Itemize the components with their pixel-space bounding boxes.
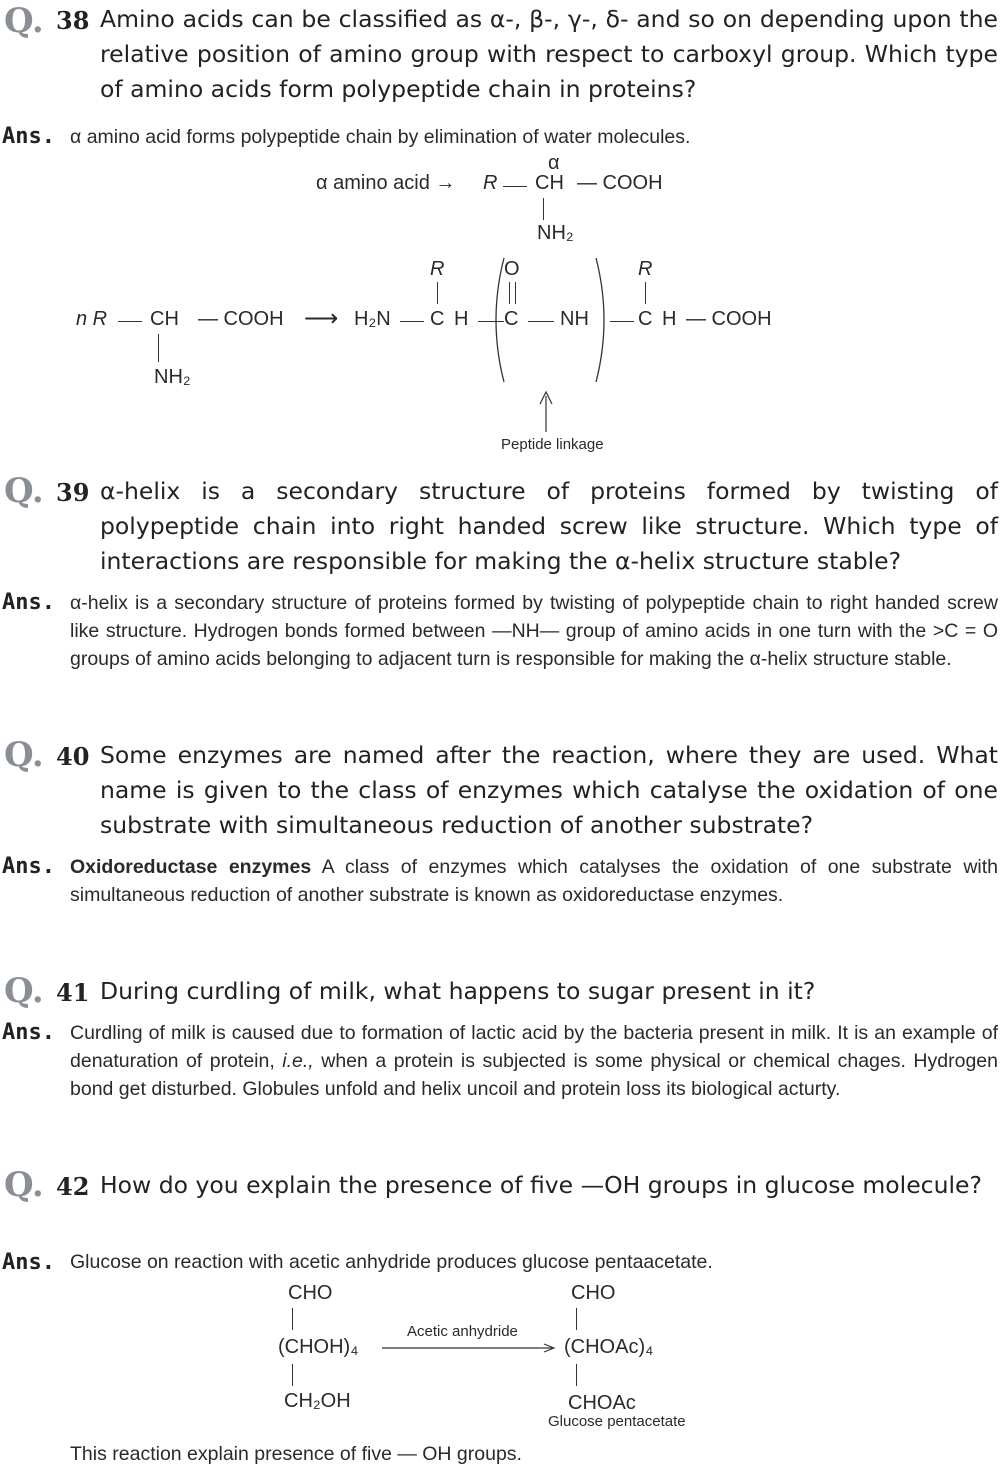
bond — [576, 1364, 577, 1386]
answer-body: A class of enzymes which catalyses the oxidation of one substrate with simultaneous reduction of another substrate is known as oxidoreductase enzymes. — [70, 856, 999, 906]
question-mark: Q. — [4, 1, 44, 41]
question-number: 38 — [56, 6, 90, 35]
peptide-linkage-label: Peptide linkage — [501, 436, 604, 453]
question-mark: Q. — [4, 971, 44, 1011]
question-number: 40 — [56, 742, 90, 771]
h-atom: H — [662, 308, 677, 330]
answer-label: Ans. — [2, 590, 55, 615]
question-text: Some enzymes are named after the reaction, where they are used. What name is given to the class of enzymes which catalyse the oxidation of one substrate with simultaneous reduction of another substrate? — [100, 741, 998, 839]
bond — [576, 1308, 577, 1330]
answer-label: Ans. — [2, 1020, 55, 1045]
cooh-group: — COOH — [686, 308, 772, 330]
nh2-group: NH₂ — [537, 222, 574, 244]
ch-group: CH — [535, 172, 564, 194]
question-text: α-helix is a secondary structure of proteins formed by twisting of polypeptide chain into right handed screw like structure. Which type of interactions are responsible for making the α-helix structure stable? — [100, 477, 998, 575]
answer-bold-term: Oxidoreductase enzymes — [70, 856, 312, 878]
cooh-group: — COOH — [198, 308, 284, 330]
answer-text: α-helix is a secondary structure of proteins formed by twisting of polypeptide chain to right handed screw like structure. Hydrogen bonds formed between —NH— group of amino acids in one turn with the >C = O groups of amino acids belonging to adjacent turn is responsible for making the α-helix structure stable. — [70, 592, 998, 670]
question-mark: Q. — [4, 1165, 44, 1205]
question-number: 41 — [56, 978, 90, 1007]
ch-group: CH — [150, 308, 179, 330]
conclusion-text: This reaction explain presence of five — OH groups. — [70, 1443, 522, 1465]
answer-text: α amino acid forms polypeptide chain by elimination of water molecules. — [70, 126, 691, 148]
chohn-right: (CHOAc)₄ — [564, 1336, 654, 1358]
answer-label: Ans. — [2, 854, 55, 879]
nh-group: NH — [560, 308, 589, 330]
choac-right: CHOAc — [568, 1392, 636, 1414]
r-group: R — [483, 172, 498, 194]
cho-right: CHO — [571, 1282, 616, 1304]
chohn-left: (CHOH)₄ — [278, 1336, 359, 1358]
answer-text: Glucose on reaction with acetic anhydride produces glucose pentaacetate. — [70, 1251, 713, 1273]
answer-label: Ans. — [2, 1250, 55, 1275]
cooh-group: — COOH — [577, 172, 663, 194]
ch2oh-left: CH₂OH — [284, 1390, 351, 1412]
reagent-label: Acetic anhydride — [407, 1323, 518, 1340]
c-atom: C — [504, 308, 519, 330]
h-atom: H — [454, 308, 469, 330]
reaction-arrow: ⟶ — [304, 305, 339, 332]
c-atom: C — [638, 308, 653, 330]
answer-part-2: when a protein is subjected is some physical or chemical chages. Hydrogen bond get disturbed. Globules unfold and helix uncoil and protein loss its biological acturty. — [70, 1050, 998, 1100]
o-atom: O — [504, 258, 520, 280]
question-mark: Q. — [4, 735, 44, 775]
answer-part-1: Curdling of milk is caused due to formation of lactic acid by the bacteria present in milk. It is an example of denaturation of protein, — [70, 1022, 998, 1072]
answer-label: Ans. — [2, 124, 55, 149]
product-label: Glucose pentacetate — [548, 1413, 686, 1430]
r-group: R — [430, 258, 445, 280]
alpha-label: α — [548, 152, 560, 174]
r-group: R — [638, 258, 653, 280]
cho-left: CHO — [288, 1282, 333, 1304]
nh2-group: NH₂ — [154, 366, 191, 388]
h2n-group: H₂N — [354, 308, 391, 330]
question-text: Amino acids can be classified as α-, β-, γ-, δ- and so on depending upon the relative position of amino group with respect to carboxyl group. Which type of amino acids form polypeptide chain in proteins? — [100, 5, 998, 103]
question-text: How do you explain the presence of five —OH groups in glucose molecule? — [100, 1171, 982, 1199]
answer-ie: i.e., — [282, 1050, 314, 1072]
question-number: 39 — [56, 478, 90, 507]
question-mark: Q. — [4, 471, 44, 511]
question-number: 42 — [56, 1172, 90, 1201]
c-atom: C — [430, 308, 445, 330]
question-text: During curdling of milk, what happens to sugar present in it? — [100, 977, 816, 1005]
n-r-label: n R — [76, 308, 108, 330]
alpha-amino-acid-label: α amino acid → — [316, 172, 456, 194]
